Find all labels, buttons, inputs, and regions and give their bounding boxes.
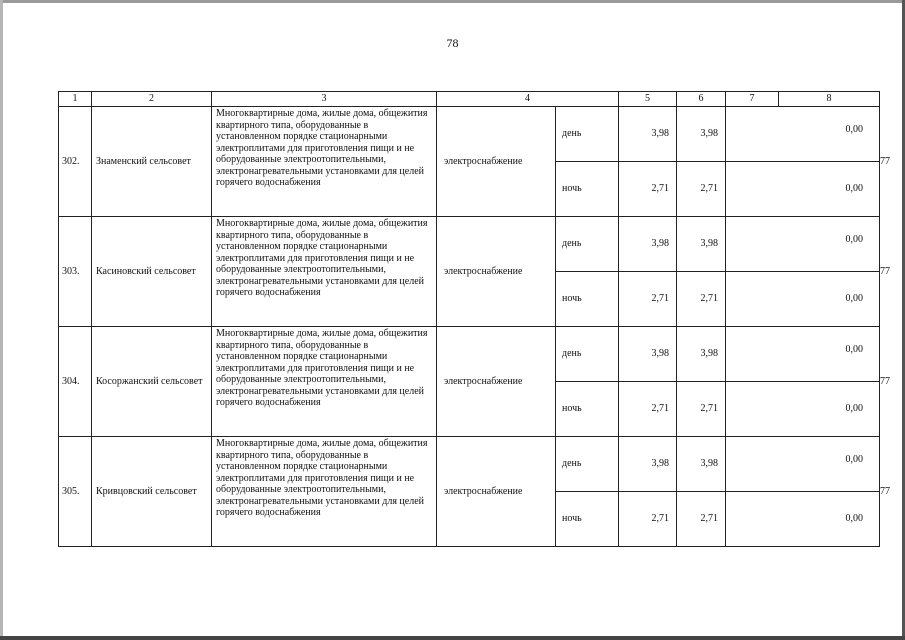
settlement-name: Косоржанский сельсовет bbox=[92, 327, 212, 437]
consumer-category: Многоквартирные дома, жилые дома, общежития квартирного типа, оборудованные в установленном порядке стационарными электроплитами для приготовления пищи и не оборудованные электроотопительными, электронагревательными установками для целей горячего водоснабжения bbox=[212, 107, 437, 217]
table-row: 305. Кривцовский сельсовет Многоквартирные дома, жилые дома, общежития квартирного типа, оборудованные в установленном порядке стационарными электроплитами для приготовления пищи и не оборудованные электроотопительными, электронагревательными установками для целей горячего водоснабжения электроснабжение день 3,98 3,98 0,00 77 bbox=[59, 437, 880, 492]
period-day-label: день bbox=[556, 217, 619, 272]
period-night-label: ночь bbox=[556, 382, 619, 437]
row-number: 304. bbox=[59, 327, 92, 437]
consumer-category: Многоквартирные дома, жилые дома, общежития квартирного типа, оборудованные в установленном порядке стационарными электроплитами для приготовления пищи и не оборудованные электроотопительными, электронагревательными установками для целей горячего водоснабжения bbox=[212, 437, 437, 547]
day-col7-cell bbox=[726, 437, 880, 492]
period-night-label: ночь bbox=[556, 492, 619, 547]
tariff-table bbox=[58, 91, 890, 547]
consumer-category: Многоквартирные дома, жилые дома, общежития квартирного типа, оборудованные в установленном порядке стационарными электроплитами для приготовления пищи и не оборудованные электроотопительными, электронагревательными установками для целей горячего водоснабжения bbox=[212, 327, 437, 437]
night-col6-value: 2,71 bbox=[677, 272, 726, 327]
page-border-top bbox=[0, 0, 905, 3]
row-number: 302. bbox=[59, 107, 92, 217]
period-night-label: ночь bbox=[556, 272, 619, 327]
period-night-label: ночь bbox=[556, 162, 619, 217]
service-type: электроснабжение bbox=[437, 217, 556, 327]
night-col7-value: 0,00 bbox=[726, 162, 880, 217]
day-col7-cell bbox=[726, 217, 880, 272]
page-number: 78 bbox=[446, 36, 459, 50]
day-col5-value: 3,98 bbox=[619, 107, 677, 162]
day-col5-value: 3,98 bbox=[619, 327, 677, 382]
page-border-left bbox=[0, 0, 3, 640]
period-day-label: день bbox=[556, 107, 619, 162]
day-col5-value: 3,98 bbox=[619, 217, 677, 272]
day-col7-cell bbox=[726, 107, 880, 162]
night-col5-value: 2,71 bbox=[619, 492, 677, 547]
header-cell: 6 bbox=[677, 92, 726, 107]
day-col5-value: 3,98 bbox=[619, 437, 677, 492]
period-day-label: день bbox=[556, 437, 619, 492]
day-col7-value: 0,00 bbox=[845, 344, 863, 356]
day-col6-value: 3,98 bbox=[677, 327, 726, 382]
night-col7-value: 0,00 bbox=[726, 272, 880, 327]
header-cell: 3 bbox=[212, 92, 437, 107]
consumer-category: Многоквартирные дома, жилые дома, общежития квартирного типа, оборудованные в установленном порядке стационарными электроплитами для приготовления пищи и не оборудованные электроотопительными, электронагревательными установками для целей горячего водоснабжения bbox=[212, 217, 437, 327]
table-header-row bbox=[59, 92, 880, 107]
night-col5-value: 2,71 bbox=[619, 382, 677, 437]
header-cell: 2 bbox=[92, 92, 212, 107]
night-col6-value: 2,71 bbox=[677, 382, 726, 437]
header-cell: 4 bbox=[437, 92, 619, 107]
service-type: электроснабжение bbox=[437, 327, 556, 437]
day-col7-value: 0,00 bbox=[845, 124, 863, 136]
row-number: 305. bbox=[59, 437, 92, 547]
table-row: 304. Косоржанский сельсовет Многоквартирные дома, жилые дома, общежития квартирного типа, оборудованные в установленном порядке стационарными электроплитами для приготовления пищи и не оборудованные электроотопительными, электронагревательными установками для целей горячего водоснабжения электроснабжение день 3,98 3,98 0,00 77 bbox=[59, 327, 880, 382]
header-cell: 8 bbox=[779, 92, 880, 107]
day-col6-value: 3,98 bbox=[677, 437, 726, 492]
day-col7-value: 0,00 bbox=[845, 234, 863, 246]
page-border-bottom bbox=[0, 636, 905, 640]
night-col5-value: 2,71 bbox=[619, 162, 677, 217]
service-type: электроснабжение bbox=[437, 107, 556, 217]
header-cell: 5 bbox=[619, 92, 677, 107]
night-col7-value: 0,00 bbox=[726, 492, 880, 547]
night-col7-value: 0,00 bbox=[726, 382, 880, 437]
row-number: 303. bbox=[59, 217, 92, 327]
table-row: 302. Знаменский сельсовет Многоквартирные дома, жилые дома, общежития квартирного типа, оборудованные в установленном порядке стационарными электроплитами для приготовления пищи и не оборудованные электроотопительными, электронагревательными установками для целей горячего водоснабжения электроснабжение день 3,98 3,98 0,00 77 bbox=[59, 107, 880, 162]
day-col7-cell bbox=[726, 327, 880, 382]
settlement-name: Касиновский сельсовет bbox=[92, 217, 212, 327]
night-col5-value: 2,71 bbox=[619, 272, 677, 327]
settlement-name: Знаменский сельсовет bbox=[92, 107, 212, 217]
settlement-name: Кривцовский сельсовет bbox=[92, 437, 212, 547]
header-cell: 1 bbox=[59, 92, 92, 107]
day-col6-value: 3,98 bbox=[677, 107, 726, 162]
night-col6-value: 2,71 bbox=[677, 492, 726, 547]
header-cell: 7 bbox=[726, 92, 779, 107]
service-type: электроснабжение bbox=[437, 437, 556, 547]
day-col7-value: 0,00 bbox=[845, 454, 863, 466]
table-row: 303. Касиновский сельсовет Многоквартирные дома, жилые дома, общежития квартирного типа, оборудованные в установленном порядке стационарными электроплитами для приготовления пищи и не оборудованные электроотопительными, электронагревательными установками для целей горячего водоснабжения электроснабжение день 3,98 3,98 0,00 77 bbox=[59, 217, 880, 272]
day-col6-value: 3,98 bbox=[677, 217, 726, 272]
night-col6-value: 2,71 bbox=[677, 162, 726, 217]
period-day-label: день bbox=[556, 327, 619, 382]
